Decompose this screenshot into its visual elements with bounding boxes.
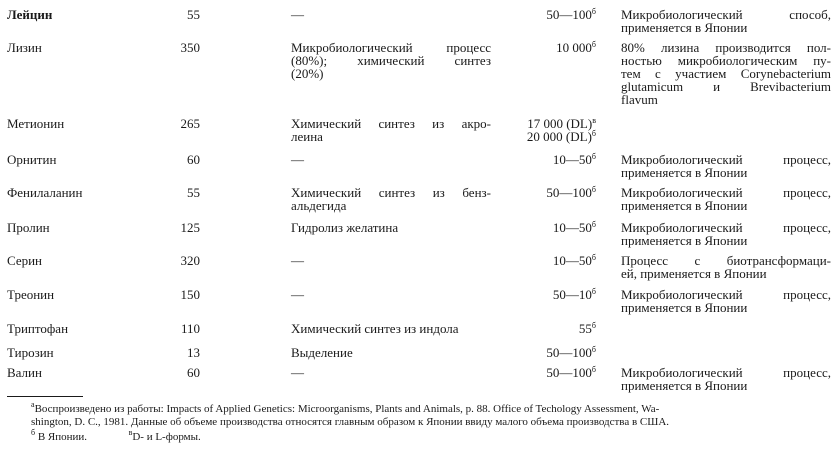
production-line [511, 322, 596, 335]
remark-line: Микробиологический процесс, [621, 220, 831, 235]
world-demand-value: 55 [187, 7, 200, 22]
amino-acid-name: Валин [7, 365, 42, 380]
world-demand-value: 110 [180, 321, 200, 336]
production-volume [511, 186, 596, 199]
remark [621, 288, 831, 314]
footnote-v-text: D- и L-формы. [132, 431, 201, 443]
remark-line: тем с участием Corynebacterium [621, 66, 831, 81]
production-line [511, 186, 596, 199]
production-method [291, 117, 491, 143]
production-value: 50—100 [546, 7, 592, 22]
dash-mark: — [291, 7, 304, 22]
remark [621, 153, 831, 179]
amino-acid-name: Фенилаланин [7, 185, 83, 200]
world-demand-value: 60 [187, 152, 200, 167]
method-line: Химический синтез из бенз- [291, 185, 491, 200]
production-method [291, 41, 491, 80]
remark-line: glutamicum и Brevibacterium [621, 79, 831, 94]
footnote-ref: б [591, 287, 596, 296]
method-line: Выделение [291, 345, 353, 360]
footnote-b-marker: б [31, 428, 36, 437]
method-line: Микробиологический процесс [291, 40, 491, 55]
remark-line: Микробиологический процесс, [621, 287, 831, 302]
footnote-ref: б [591, 220, 596, 229]
production-line [511, 41, 596, 54]
amino-acid-name: Серин [7, 253, 43, 268]
amino-acid-name: Орнитин [7, 152, 57, 167]
remark-line: 80% лизина производится пол- [621, 40, 831, 55]
production-volume [511, 366, 596, 379]
amino-acid-name: Пролин [7, 220, 50, 235]
method-line: Гидролиз желатина [291, 220, 399, 235]
production-line [511, 221, 596, 234]
production-method [291, 254, 491, 267]
amino-acid-name: Лейцин [7, 7, 53, 22]
world-demand-value: 60 [187, 365, 200, 380]
footnote-ref: б [591, 40, 596, 49]
footnote-b-v [31, 428, 201, 443]
remark-line: Микробиологический способ, [621, 7, 831, 22]
production-line [511, 346, 596, 359]
dash-mark: — [291, 365, 304, 380]
footnote-a [31, 400, 660, 415]
production-volume [511, 288, 596, 301]
production-line [511, 254, 596, 267]
remark-line: Микробиологический процесс, [621, 152, 831, 167]
remark-line: применяется в Японии [621, 233, 748, 248]
production-method [291, 366, 491, 379]
world-demand-value: 265 [180, 116, 200, 131]
production-volume [511, 346, 596, 359]
footnote-rule [7, 396, 83, 397]
production-volume [511, 221, 596, 234]
production-line [511, 288, 596, 301]
production-volume [511, 254, 596, 267]
remark-line: применяется в Японии [621, 198, 748, 213]
footnote-ref: в [592, 116, 596, 125]
remark-line: применяется в Японии [621, 378, 748, 393]
method-line: альдегида [291, 198, 347, 213]
production-volume [511, 117, 596, 143]
world-demand-value: 55 [187, 185, 200, 200]
production-method [291, 322, 491, 335]
method-line: леина [291, 129, 323, 144]
remark [621, 254, 831, 280]
production-value: 10—50 [552, 152, 592, 167]
world-demand-value: 150 [180, 287, 200, 302]
footnote-a-line1: Воспроизведено из работы: Impacts of Applied Genetics: Microorganisms, Plants and Animals, p. 88. Office of Techology Assessment, Wa- [34, 403, 660, 415]
dash-mark: — [291, 253, 304, 268]
remark-line: flavum [621, 92, 658, 107]
production-value: 55 [578, 321, 592, 336]
production-method [291, 288, 491, 301]
production-volume [511, 322, 596, 335]
amino-acid-name: Лизин [7, 40, 42, 55]
amino-acid-name: Треонин [7, 287, 55, 302]
production-line [511, 153, 596, 166]
production-method [291, 153, 491, 166]
production-volume [511, 153, 596, 166]
production-method [291, 221, 491, 234]
footnote-ref: б [591, 365, 596, 374]
production-value: 10 000 [556, 40, 592, 55]
amino-acid-name: Триптофан [7, 321, 69, 336]
remark-line: ностью микробиологическим пу- [621, 53, 831, 68]
amino-acid-name: Тирозин [7, 345, 54, 360]
remark-line: применяется в Японии [621, 20, 748, 35]
footnote-a-marker: а [31, 400, 35, 409]
world-demand-value: 13 [187, 345, 200, 360]
production-value: 50—100 [546, 185, 592, 200]
footnote-ref: б [591, 321, 596, 330]
production-line [511, 130, 596, 143]
production-value: 50—100 [546, 365, 592, 380]
production-value: 17 000 (DL) [527, 116, 593, 131]
world-demand-value: 320 [180, 253, 200, 268]
production-method [291, 346, 491, 359]
remark-line: Процесс с биотрансформаци- [621, 253, 831, 268]
remark-line: применяется в Японии [621, 165, 748, 180]
production-method [291, 8, 491, 21]
amino-acid-name: Метионин [7, 116, 65, 131]
footnote-ref: б [591, 253, 596, 262]
production-value: 20 000 (DL) [526, 129, 592, 144]
method-line: Химический синтез из индола [291, 321, 459, 336]
production-line [511, 366, 596, 379]
production-volume [511, 41, 596, 54]
method-line: Химический синтез из акро- [291, 116, 491, 131]
footnote-ref: б [591, 152, 596, 161]
production-value: 50—10 [552, 287, 592, 302]
footnote-b-text: В Японии. [37, 431, 88, 443]
remark [621, 366, 831, 392]
dash-mark: — [291, 287, 304, 302]
remark [621, 186, 831, 212]
production-value: 50—100 [546, 345, 592, 360]
remark [621, 41, 831, 106]
remark-line: ей, применяется в Японии [621, 266, 767, 281]
remark-line: применяется в Японии [621, 300, 748, 315]
footnote-a-line2: shington, D. C., 1981. Данные об объеме производства относятся главным образом к Японии ввиду малого объема производства в США. [31, 416, 670, 428]
production-line [511, 8, 596, 21]
remark [621, 8, 831, 34]
dash-mark: — [291, 152, 304, 167]
production-method [291, 186, 491, 212]
remark-line: Микробиологический процесс, [621, 185, 831, 200]
method-line: (80%); химический синтез [291, 53, 491, 68]
footnote-ref: б [591, 7, 596, 16]
world-demand-value: 125 [180, 220, 200, 235]
remark-line: Микробиологический процесс, [621, 365, 831, 380]
method-line: (20%) [291, 66, 324, 81]
footnote-ref: б [591, 185, 596, 194]
footnote-ref: б [591, 129, 596, 138]
production-value: 10—50 [552, 253, 592, 268]
remark [621, 221, 831, 247]
world-demand-value: 350 [180, 40, 200, 55]
production-volume [511, 8, 596, 21]
production-value: 10—50 [552, 220, 592, 235]
footnote-a-cont [31, 416, 669, 428]
footnote-ref: б [591, 345, 596, 354]
footnote-v-marker: в [128, 428, 133, 437]
